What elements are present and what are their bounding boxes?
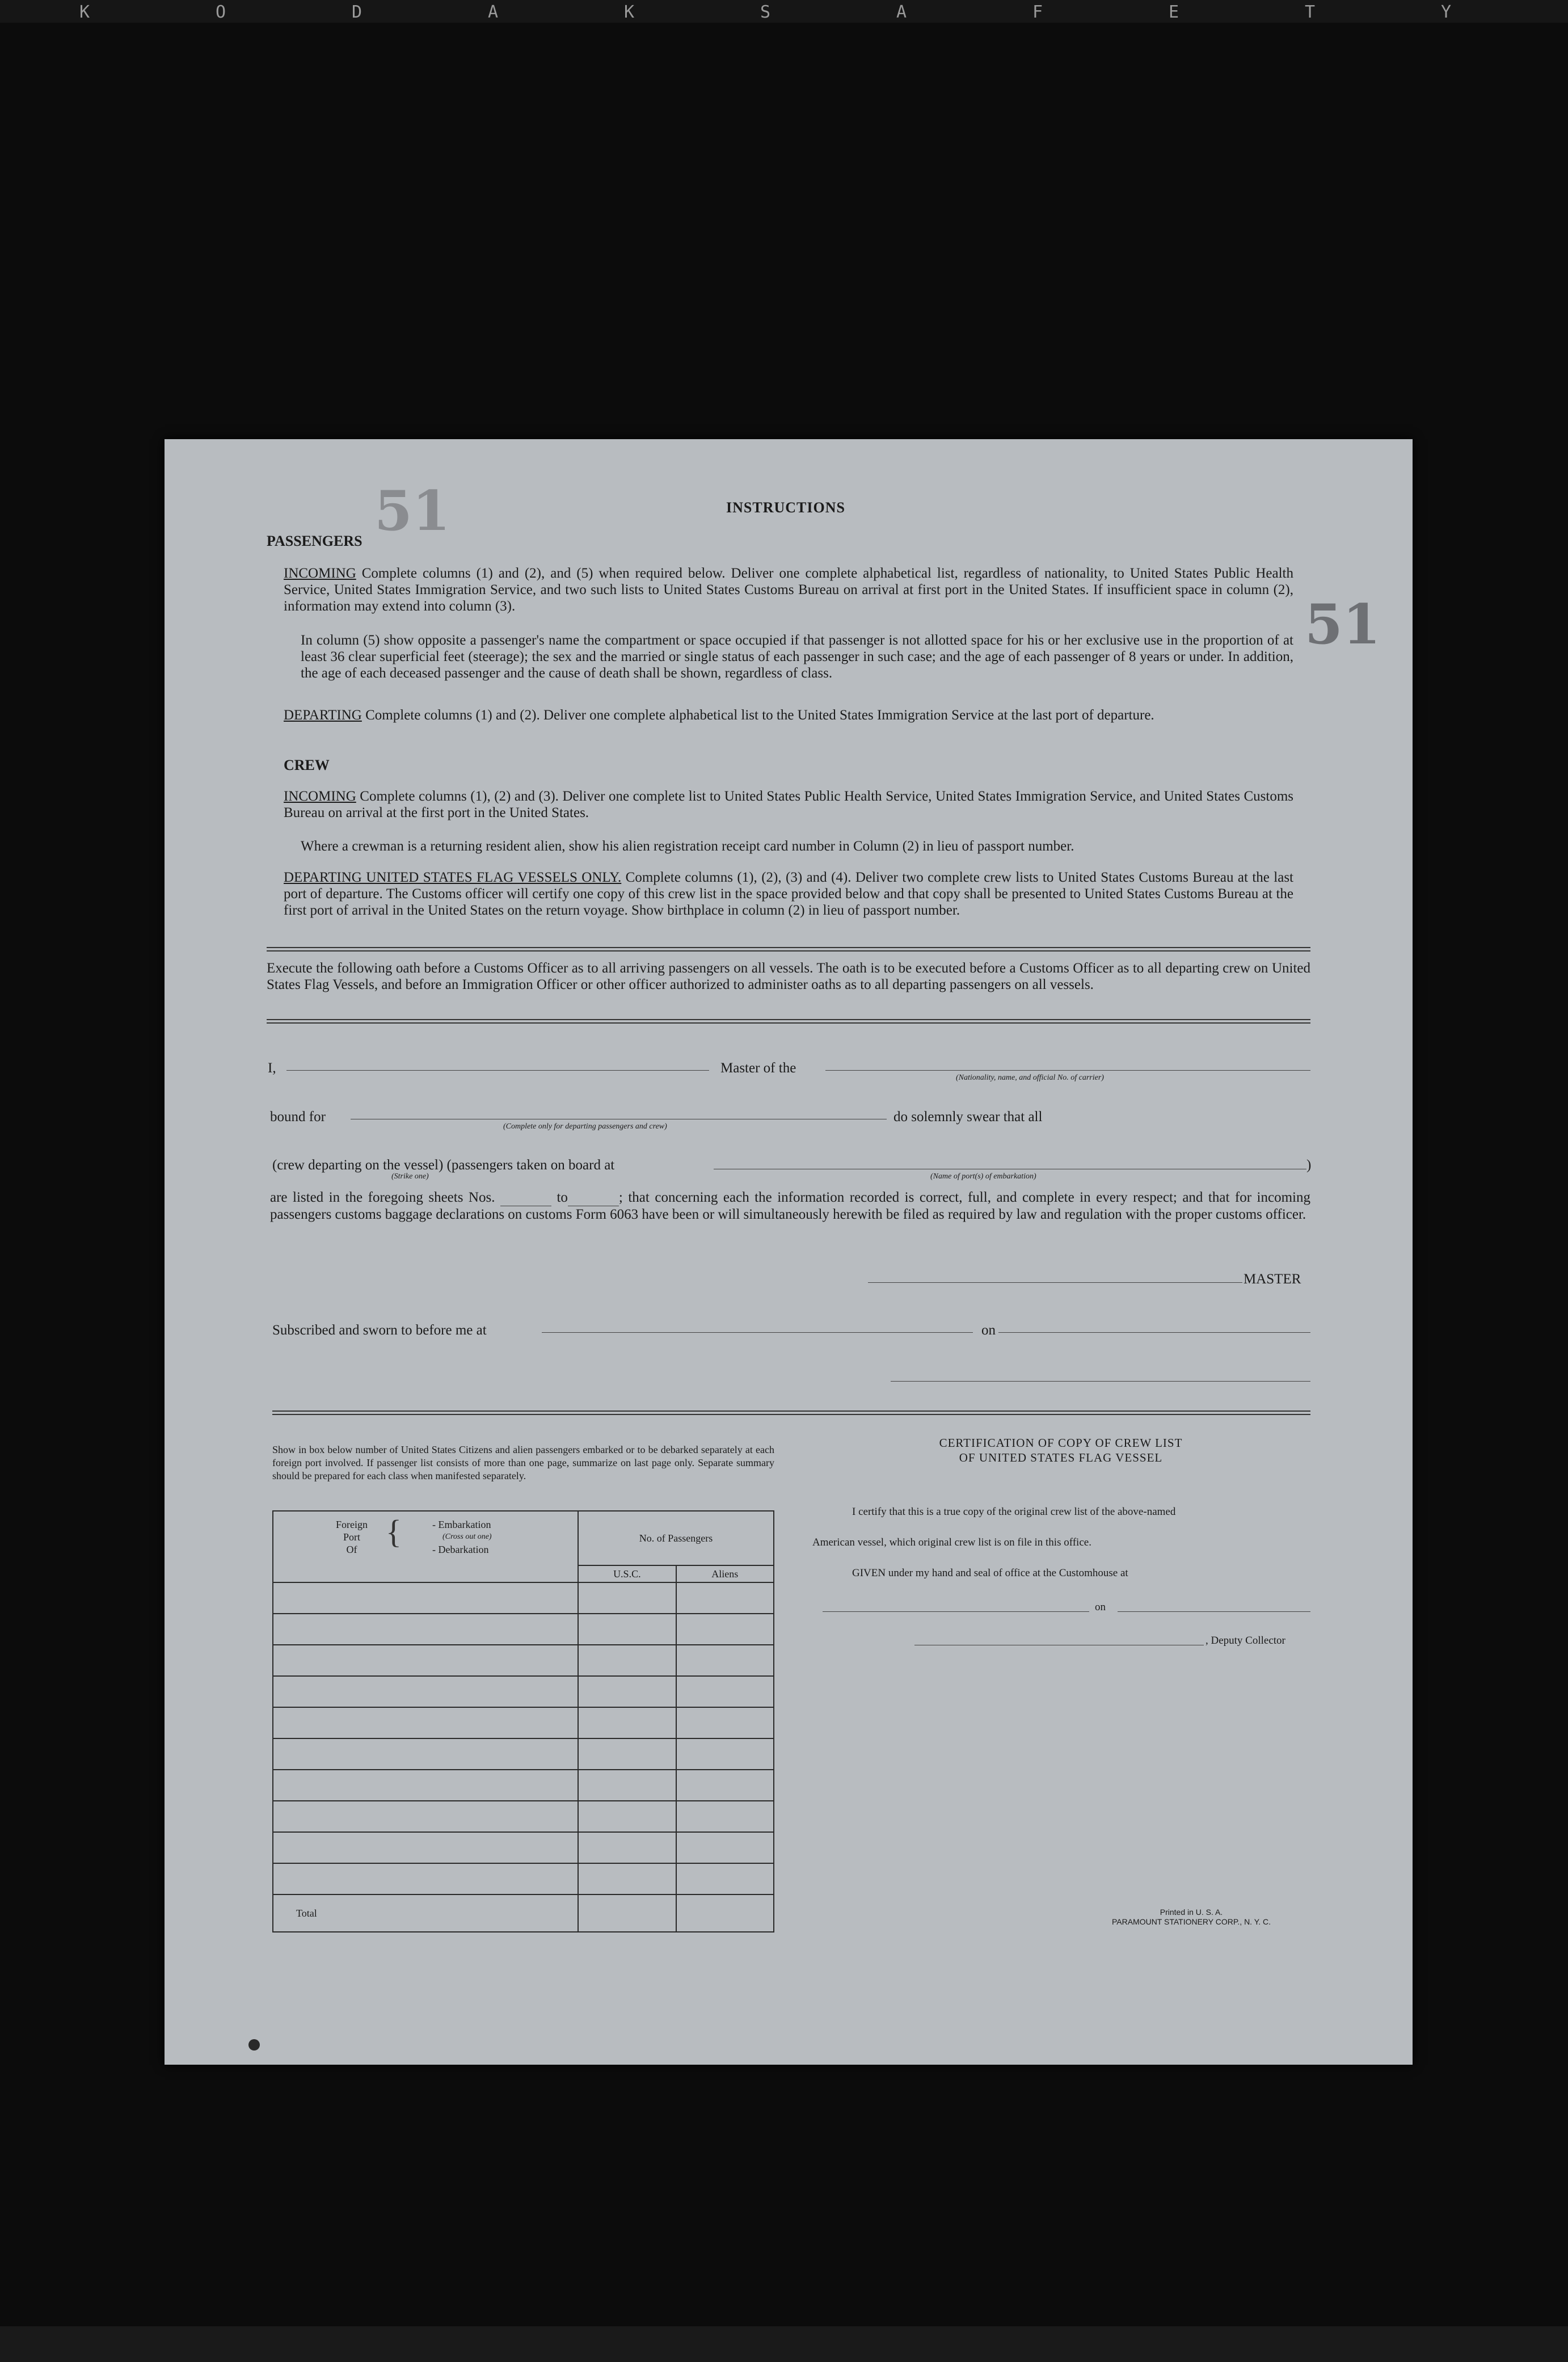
usc-cell[interactable] <box>578 1801 676 1832</box>
master-label: MASTER <box>1244 1271 1301 1287</box>
passenger-summary-table <box>272 1510 774 1932</box>
usc-cell[interactable] <box>578 1582 676 1614</box>
port-cell[interactable] <box>273 1676 578 1707</box>
crew-heading: CREW <box>284 757 330 773</box>
master-name-field[interactable] <box>286 1070 709 1071</box>
incoming-label: INCOMING <box>284 566 356 581</box>
subscribed-place-field[interactable] <box>542 1332 973 1333</box>
port-label: Port <box>343 1531 360 1543</box>
vessel-field[interactable] <box>825 1070 1310 1071</box>
crew-incoming-text: Complete columns (1), (2) and (3). Deliver one complete list to United States Public Health Service, United States Immigration Service, and United States Customs Bureau on arrival at the first port in the United States. <box>284 789 1293 820</box>
film-mark: D <box>352 2 364 22</box>
port-cell[interactable] <box>273 1801 578 1832</box>
officer-signature-field[interactable] <box>891 1381 1310 1382</box>
page-number-stamp: 51 <box>1305 592 1381 656</box>
usc-cell[interactable] <box>578 1738 676 1770</box>
complete-only-note: (Complete only for departing passengers and crew) <box>503 1122 667 1131</box>
table-row <box>273 1738 774 1770</box>
deputy-collector-label: , Deputy Collector <box>1205 1635 1285 1647</box>
certification-title <box>891 1435 1231 1465</box>
departing-flag-label: DEPARTING UNITED STATES FLAG VESSELS ONLY. <box>284 870 622 885</box>
given-line: GIVEN under my hand and seal of office at the Customhouse at <box>852 1567 1128 1579</box>
table-row <box>273 1676 774 1707</box>
aliens-total-cell[interactable] <box>676 1894 774 1932</box>
usc-cell[interactable] <box>578 1832 676 1863</box>
passengers-heading: PASSENGERS <box>267 533 363 549</box>
strike-one-note: (Strike one) <box>391 1172 429 1181</box>
subscribed-date-field[interactable] <box>998 1332 1310 1333</box>
table-row <box>273 1863 774 1894</box>
table-row <box>273 1614 774 1645</box>
subscribed-label: Subscribed and sworn to before me at <box>272 1323 487 1338</box>
cross-out-note: (Cross out one) <box>442 1532 492 1541</box>
brace-icon: { <box>386 1513 402 1550</box>
oath-i-label: I, <box>268 1060 276 1076</box>
aliens-cell[interactable] <box>676 1770 774 1801</box>
usc-cell[interactable] <box>578 1707 676 1738</box>
printer-imprint <box>1067 1908 1316 1927</box>
printed-in-usa: Printed in U. S. A. <box>1160 1908 1223 1917</box>
film-mark: T <box>1305 2 1317 22</box>
aliens-cell[interactable] <box>676 1801 774 1832</box>
instructions-title: INSTRUCTIONS <box>726 499 845 516</box>
incoming-text: Complete columns (1) and (2), and (5) when required below. Deliver one complete alphabetical list, regardless of nationality, to United States Public Health Service, United States Immigration Service, and two such lists to United States Customs Bureau on arrival at first port in the United States. If insufficient space in column (2), information may extend into column (3). <box>284 566 1293 614</box>
departing-flag-text: Complete columns (1), (2), (3) and (4). Deliver two complete crew lists to United States Customs Bureau at the last port of departure. The Customs officer will certify one copy of this crew list in the space provided below and that copy shall be presented to United States Customs Bureau at the first port of arrival in the United States on the return voyage. Show birthplace in column (2) in lieu of passport number. <box>284 870 1293 918</box>
usc-cell[interactable] <box>578 1770 676 1801</box>
name-of-port-note: (Name of port(s) of embarkation) <box>930 1172 1036 1181</box>
table-row <box>273 1645 774 1676</box>
total-label: Total <box>273 1894 578 1932</box>
port-cell[interactable] <box>273 1582 578 1614</box>
oath-intro: Execute the following oath before a Customs Officer as to all arriving passengers on all vessels. The oath is to be executed before a Customs Officer as to all departing crew on United States Flag Vessels, and before an Immigration Officer or other officer authorized to administer oaths as to all departing passengers on all vessels. <box>267 961 1310 992</box>
no-passengers-header: No. of Passengers <box>578 1511 774 1565</box>
film-mark: F <box>1032 2 1044 22</box>
certify-line1: I certify that this is a true copy of the original crew list of the above-named <box>852 1506 1176 1518</box>
divider <box>267 1019 1310 1020</box>
total-row <box>273 1894 774 1932</box>
passengers-incoming-paragraph <box>284 565 1293 614</box>
aliens-cell[interactable] <box>676 1614 774 1645</box>
table-row <box>273 1582 774 1614</box>
usc-cell[interactable] <box>578 1614 676 1645</box>
film-mark: A <box>896 2 908 22</box>
summary-instructions: Show in box below number of United States Citizens and alien passengers embarked or to be debarked separately at each foreign port involved. If passenger list consists of more than one page, summarize on last page only. Separate summary should be prepared for each class when manifested separately. <box>272 1444 774 1481</box>
printer-name: PARAMOUNT STATIONERY CORP., N. Y. C. <box>1111 1917 1271 1926</box>
aliens-cell[interactable] <box>676 1707 774 1738</box>
embarkation-option[interactable]: - Embarkation <box>432 1519 491 1530</box>
table-row <box>273 1770 774 1801</box>
port-cell[interactable] <box>273 1707 578 1738</box>
close-paren: ) <box>1306 1157 1312 1173</box>
crew-incoming-paragraph <box>284 788 1293 821</box>
divider <box>272 1414 1310 1415</box>
usc-cell[interactable] <box>578 1863 676 1894</box>
sheet-from-field[interactable] <box>500 1189 551 1206</box>
port-cell[interactable] <box>273 1614 578 1645</box>
certification-on-label: on <box>1095 1601 1106 1613</box>
departing-flag-paragraph <box>284 869 1293 919</box>
divider <box>267 947 1310 948</box>
usc-total-cell[interactable] <box>578 1894 676 1932</box>
port-cell[interactable] <box>273 1738 578 1770</box>
foreign-label: Foreign <box>336 1519 368 1530</box>
divider <box>267 1022 1310 1024</box>
certification-title-line2: OF UNITED STATES FLAG VESSEL <box>959 1451 1163 1464</box>
sheet-to-field[interactable] <box>568 1189 619 1206</box>
film-mark: A <box>488 2 500 22</box>
aliens-header: Aliens <box>676 1565 774 1582</box>
divider <box>272 1411 1310 1412</box>
aliens-cell[interactable] <box>676 1676 774 1707</box>
page-number-stamp: 51 <box>374 479 450 543</box>
departing-label: DEPARTING <box>284 708 362 723</box>
aliens-cell[interactable] <box>676 1738 774 1770</box>
film-edge-top <box>0 0 1568 23</box>
film-mark: O <box>216 2 227 22</box>
certify-line2: American vessel, which original crew list is on file in this office. <box>812 1536 1091 1548</box>
crew-incoming-label: INCOMING <box>284 789 356 804</box>
aliens-cell[interactable] <box>676 1582 774 1614</box>
crew-departing-label: (crew departing on the vessel) (passengers taken on board at <box>272 1157 615 1173</box>
master-signature-field[interactable] <box>868 1282 1242 1283</box>
column5-paragraph: In column (5) show opposite a passenger's name the compartment or space occupied if that passenger is not allotted space for his or her exclusive use in the proportion of at least 36 clear superficial feet (steerage); the sex and the married or single status of each passenger in such case; and the age of each passenger of 8 years or under. In addition, the age of each deceased passenger and the cause of death shall be shown, regardless of class. <box>301 633 1293 681</box>
film-mark: K <box>79 2 91 22</box>
usc-cell[interactable] <box>578 1645 676 1676</box>
master-of-label: Master of the <box>720 1060 796 1076</box>
port-cell[interactable] <box>273 1645 578 1676</box>
customhouse-field[interactable] <box>823 1611 1089 1612</box>
listed-a: are listed in the foregoing sheets Nos. <box>270 1190 495 1205</box>
film-edge-bottom <box>0 2326 1568 2362</box>
film-mark: E <box>1169 2 1181 22</box>
port-cell[interactable] <box>273 1770 578 1801</box>
aliens-cell[interactable] <box>676 1645 774 1676</box>
aliens-cell[interactable] <box>676 1832 774 1863</box>
nationality-note: (Nationality, name, and official No. of carrier) <box>956 1073 1104 1082</box>
debarkation-option[interactable]: - Debarkation <box>432 1544 489 1555</box>
film-mark: S <box>760 2 772 22</box>
aliens-cell[interactable] <box>676 1863 774 1894</box>
punch-hole-mark <box>248 2039 260 2051</box>
port-cell[interactable] <box>273 1863 578 1894</box>
divider <box>267 950 1310 951</box>
bound-for-label: bound for <box>270 1109 326 1125</box>
document-page <box>165 439 1413 2065</box>
port-header-cell <box>273 1511 578 1582</box>
departing-text: Complete columns (1) and (2). Deliver one complete alphabetical list to the United States Immigration Service at the last port of departure. <box>361 708 1154 723</box>
usc-header: U.S.C. <box>578 1565 676 1582</box>
listed-b: ; that concerning each the information recorded is correct, full, and complete in every respect; and that for incoming passengers customs baggage declarations on customs Form 6063 have been or will simultaneously herewith be filed as required by law and regulation with the proper customs officer. <box>270 1190 1310 1222</box>
crewman-paragraph: Where a crewman is a returning resident alien, show his alien registration receipt card number in Column (2) in lieu of passport number. <box>301 839 1074 854</box>
table-row <box>273 1707 774 1738</box>
certification-title-line1: CERTIFICATION OF COPY OF CREW LIST <box>939 1436 1183 1450</box>
certification-date-field[interactable] <box>1118 1611 1310 1612</box>
of-label: Of <box>346 1544 357 1555</box>
subscribed-on-label: on <box>981 1323 996 1338</box>
swear-label: do solemnly swear that all <box>893 1109 1043 1125</box>
listed-to: to <box>557 1190 568 1205</box>
passengers-departing-paragraph <box>284 707 1293 723</box>
usc-cell[interactable] <box>578 1676 676 1707</box>
film-mark: K <box>624 2 636 22</box>
table-row <box>273 1801 774 1832</box>
port-cell[interactable] <box>273 1832 578 1863</box>
listed-statement <box>270 1189 1310 1223</box>
table-row <box>273 1832 774 1863</box>
film-mark: Y <box>1441 2 1453 22</box>
